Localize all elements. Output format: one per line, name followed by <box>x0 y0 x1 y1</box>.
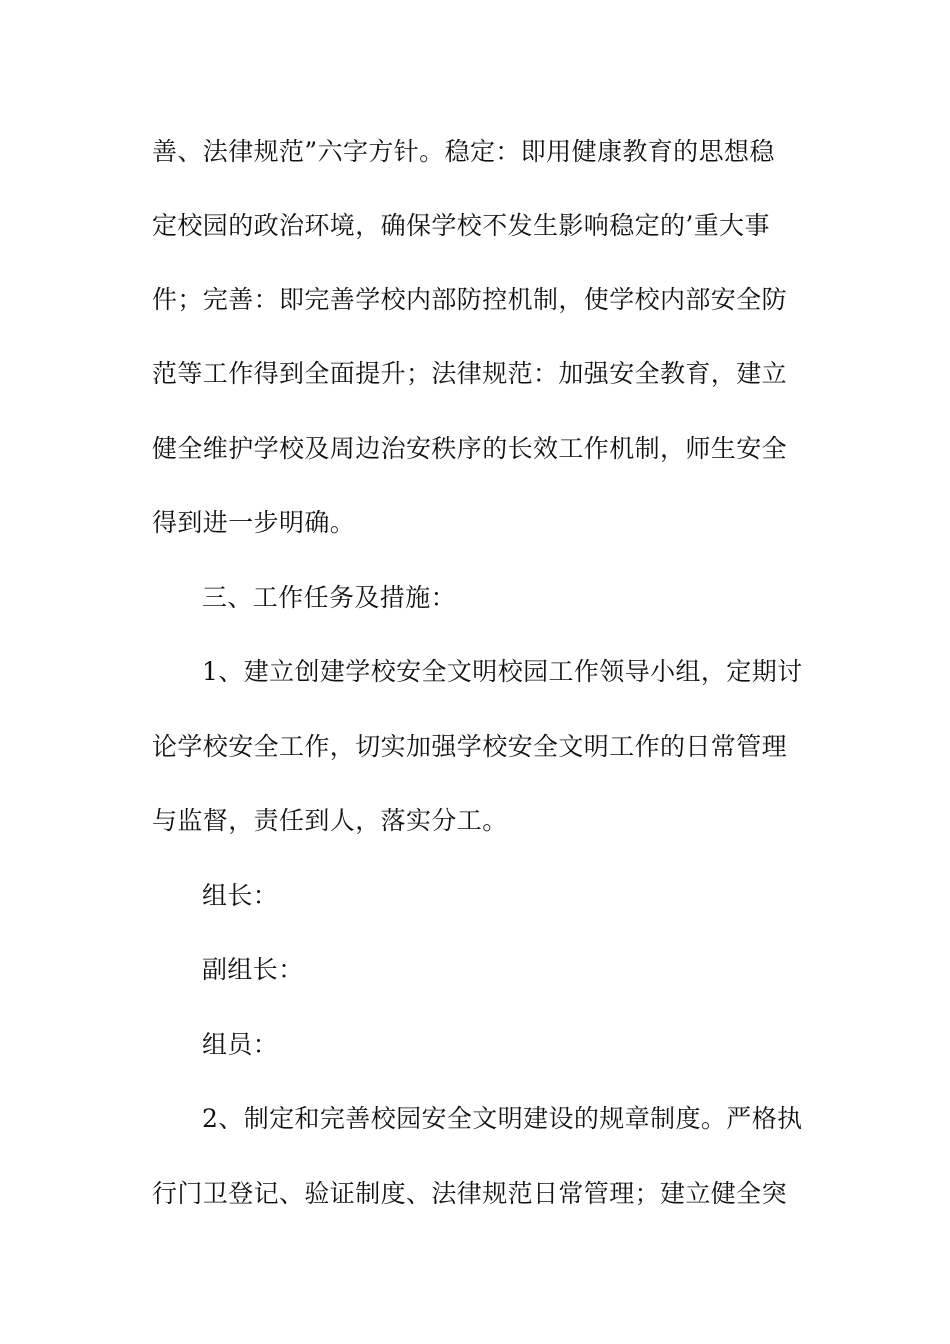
body-text-line: 与监督，责任到人，落实分工。 <box>152 806 508 835</box>
body-text-line: 行门卫登记、验证制度、法律规范日常管理；建立健全突 <box>152 1179 788 1208</box>
list-item-1-line: 1、建立创建学校安全文明校园工作领导小组，定期讨 <box>202 657 803 686</box>
list-item-2-line: 2、制定和完善校园安全文明建设的规章制度。严格执 <box>202 1104 803 1133</box>
body-text-line: 健全维护学校及周边治安秩序的长效工作机制，师生安全 <box>152 434 788 463</box>
section-heading: 三、工作任务及措施： <box>202 583 457 612</box>
body-text-line: 善、法律规范”六字方针。稳定：即用健康教育的思想稳 <box>152 137 775 166</box>
body-text-line: 件；完善：即完善学校内部防控机制，使学校内部安全防 <box>152 285 788 314</box>
body-text-line: 定校园的政治环境，确保学校不发生影响稳定的’重大事 <box>152 211 770 240</box>
group-leader-label: 组长： <box>202 881 279 910</box>
deputy-leader-label: 副组长： <box>202 955 304 984</box>
body-text-line: 范等工作得到全面提升；法律规范：加强安全教育，建立 <box>152 359 788 388</box>
body-text-line: 论学校安全工作，切实加强学校安全文明工作的日常管理 <box>152 732 788 761</box>
group-members-label: 组员： <box>202 1030 279 1059</box>
body-text-line: 得到进一步明确。 <box>152 508 356 537</box>
